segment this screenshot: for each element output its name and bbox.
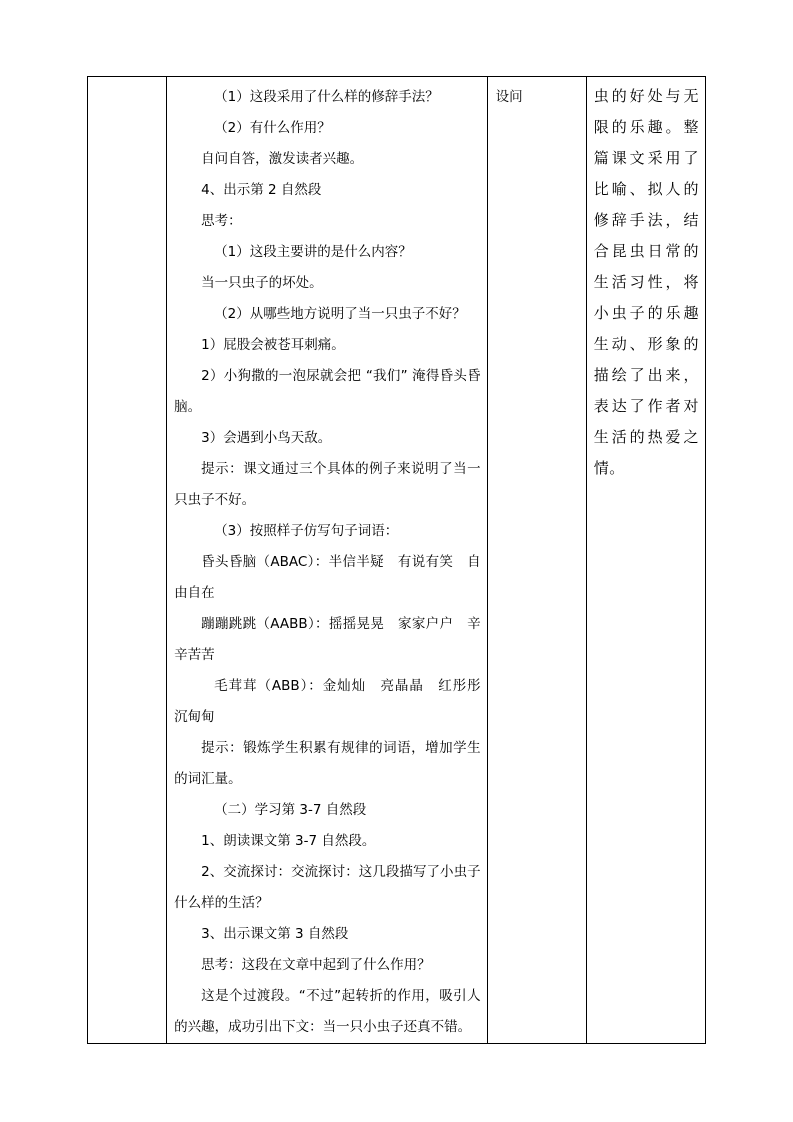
empty-left-cell [88, 77, 167, 1044]
paragraph: 当一只虫子的坏处。 [201, 275, 323, 291]
teaching-process-content [167, 77, 495, 1043]
paragraph: （二）学习第 3-7 自然段 [214, 802, 367, 818]
lesson-plan-table [87, 76, 706, 1044]
paragraph: 提示：课文通过三个具体的例子来说明了当一只虫子不好。 [174, 461, 481, 508]
paragraph: 3）会遇到小鸟天敌。 [201, 430, 332, 446]
paragraph: 昏头昏脑（ABAC）：半信半疑 有说有笑 自由自在 [174, 554, 481, 601]
paragraph: 毛茸茸（ABB）：金灿灿 亮晶晶 红彤彤 沉甸甸 [174, 678, 495, 725]
paragraph: 1）屁股会被苍耳刺痛。 [201, 337, 345, 353]
paragraph: 2）小狗撒的一泡尿就会把 “我们” 淹得昏头昏脑。 [174, 368, 481, 415]
paragraph: 1、朗读课文第 3-7 自然段。 [201, 833, 376, 849]
method-text: 设问 [495, 89, 523, 105]
paragraph: （2）有什么作用？ [214, 120, 331, 136]
paragraph: （2）从哪些地方说明了当一只虫子不好？ [214, 306, 466, 322]
note-text: 虫的好处与无限的乐趣。整篇课文采用了比喻、拟人的修辞手法，结合昆虫日常的生活习性，将小虫子的乐趣生动、形象的描绘了出来，表达了作者对生活的热爱之情。 [593, 87, 699, 477]
paragraph: 这是个过渡段。“不过”起转折的作用，吸引人的兴趣，成功引出下文：当一只小虫子还真不错。 [174, 988, 481, 1035]
paragraph: （1）这段主要讲的是什么内容？ [214, 244, 412, 260]
paragraph: 思考：这段在文章中起到了什么作用？ [201, 957, 431, 973]
table-row [88, 77, 706, 1044]
paragraph: 思考： [201, 213, 242, 229]
paragraph: 2、交流探讨：交流探讨：这几段描写了小虫子什么样的生活？ [174, 864, 481, 911]
method-cell [487, 77, 586, 1044]
paragraph: 自问自答，激发读者兴趣。 [201, 151, 364, 167]
paragraph: （1）这段采用了什么样的修辞手法？ [214, 89, 439, 105]
paragraph: 蹦蹦跳跳（AABB）：摇摇晃晃 家家户户 辛辛苦苦 [174, 616, 481, 663]
teaching-process-cell [167, 77, 495, 1044]
paragraph: 4、出示第 2 自然段 [201, 182, 322, 198]
paragraph: 3、出示课文第 3 自然段 [201, 926, 349, 942]
note-cell [586, 77, 705, 1044]
lesson-plan-table-wrapper [87, 76, 706, 1042]
paragraph: （3）按照样子仿写句子词语： [214, 523, 399, 539]
paragraph: 提示：锻炼学生积累有规律的词语，增加学生的词汇量。 [174, 740, 481, 787]
